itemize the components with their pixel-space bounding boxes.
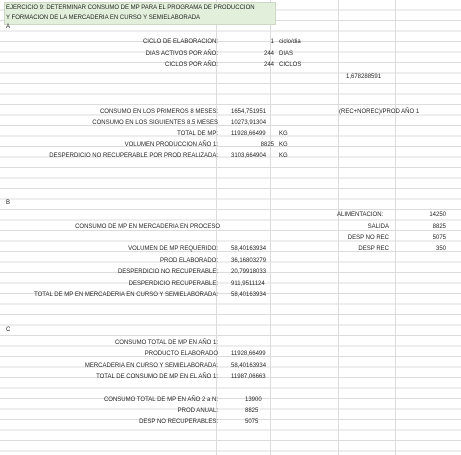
ciclos-unit[interactable]: CICLOS — [279, 62, 302, 68]
dias-value[interactable]: 244 — [263, 51, 274, 57]
total-mp-merc-value[interactable]: 58,40163934 — [231, 292, 267, 298]
section-b-heading[interactable]: CONSUMO DE MP EN MERCADERIA EN PROCESO — [75, 224, 220, 230]
desp-norec-c-label[interactable]: DESP NO RECUPERABLES: — [139, 419, 218, 425]
dias-label[interactable]: DIAS ACTIVOS POR AÑO: — [145, 51, 218, 57]
ciclos-value[interactable]: 244 — [263, 62, 274, 68]
cons2-label[interactable]: CONSUMO TOTAL DE MP EN AÑO 2 a N: — [103, 397, 218, 403]
vol-mp-label[interactable]: VOLUMEN DE MP REQUERIDO: — [128, 246, 218, 252]
cons8-value[interactable]: 1654,751951 — [231, 109, 267, 115]
cons2-value[interactable]: 13900 — [245, 397, 262, 403]
desp-label[interactable]: DESPERDICIO NO RECUPERABLE POR PROD REALIZADA: — [49, 153, 218, 159]
total-mp-label[interactable]: TOTAL DE MP: — [177, 131, 218, 137]
cons85-value[interactable]: 10273,91304 — [231, 120, 267, 126]
merc-c-label[interactable]: MERCADERIA EN CURSO Y SEMIELABORADA: — [84, 363, 218, 369]
salida-label[interactable]: SALIDA — [367, 224, 389, 230]
prod-elab-c-label[interactable]: PRODUCTO ELABORADO — [144, 351, 218, 357]
desp-norec-c-value[interactable]: 5075 — [245, 419, 259, 425]
desp-norec-b-label[interactable]: DESPERDICIO NO RECUPERABLE: — [117, 269, 218, 275]
desp-unit[interactable]: KG — [279, 153, 288, 159]
alimentacion-label[interactable]: ALIMENTACION: — [337, 212, 384, 218]
section-c-label[interactable]: C — [6, 327, 11, 333]
total-mp-unit[interactable]: KG — [279, 131, 288, 137]
ratio-value[interactable]: 1,678288591 — [346, 74, 382, 80]
alimentacion-value[interactable]: 14250 — [429, 212, 446, 218]
section-c-heading[interactable]: CONSUMO TOTAL DE MP EN AÑO 1: — [114, 340, 218, 346]
prod-anual-label[interactable]: PROD ANUAL: — [177, 408, 218, 414]
ciclos-label[interactable]: CICLOS POR AÑO: — [164, 62, 218, 68]
prod-elab-b-label[interactable]: PROD ELABORADO: — [159, 258, 218, 264]
vol-value[interactable]: 8825 — [260, 142, 274, 148]
prod-elab-b-value[interactable]: 36,16803279 — [231, 258, 267, 264]
formula-note[interactable]: (REC+NOREC)/PROD AÑO 1 — [339, 109, 420, 115]
section-a-label[interactable]: A — [6, 24, 11, 30]
desp-no-rec-side-label[interactable]: DESP NO REC — [347, 235, 389, 241]
vol-mp-value[interactable]: 58,40163934 — [231, 246, 267, 252]
title-line-2[interactable]: Y FORMACION DE LA MERCADERIA EN CURSO Y SEMIELABORADA — [6, 15, 201, 21]
total-c-value[interactable]: 11987,06663 — [231, 374, 266, 380]
desp-rec-side-value[interactable]: 350 — [435, 246, 446, 252]
desp-rec-b-label[interactable]: DESPERDICIO RECUPERABLE: — [128, 281, 218, 287]
vol-unit[interactable]: KG — [279, 142, 288, 148]
cons8-label[interactable]: CONSUMO EN LOS PRIMEROS 8 MESES: — [99, 109, 218, 115]
ciclo-value[interactable]: 1 — [270, 39, 274, 45]
salida-value[interactable]: 8825 — [432, 224, 446, 230]
desp-norec-b-value[interactable]: 20,79918033 — [231, 269, 267, 275]
prod-anual-value[interactable]: 8825 — [245, 408, 259, 414]
merc-c-value[interactable]: 58,40163934 — [231, 363, 267, 369]
cons85-label[interactable]: CONSUMO EN LOS SIGUIENTES 8.5 MESES — [92, 120, 218, 126]
title-line-1[interactable]: EJERCICIO 9: DETERMINAR CONSUMO DE MP PARA EL PROGRAMA DE PRODUCCION — [6, 5, 255, 11]
vol-label[interactable]: VOLUMEN PRODUCCION AÑO 1: — [124, 142, 218, 148]
ciclo-unit[interactable]: ciclo/dia — [279, 39, 301, 45]
total-mp-merc-label[interactable]: TOTAL DE MP EN MERCADERIA EN CURSO Y SEMIELABORADA: — [34, 292, 218, 298]
dias-unit[interactable]: DIAS — [279, 51, 294, 57]
desp-no-rec-side-value[interactable]: 5075 — [432, 235, 446, 241]
ciclo-label[interactable]: CICLO DE ELABORACION: — [142, 39, 218, 45]
total-c-label[interactable]: TOTAL DE CONSUMO DE MP EN EL AÑO 1: — [96, 374, 218, 380]
desp-value[interactable]: 3103,664904 — [231, 153, 267, 159]
section-b-label[interactable]: B — [6, 200, 11, 206]
total-mp-value[interactable]: 11928,66499 — [231, 131, 266, 137]
desp-rec-side-label[interactable]: DESP REC — [358, 246, 389, 252]
desp-rec-b-value[interactable]: 911,9511124 — [231, 281, 265, 287]
prod-elab-c-value[interactable]: 11928,66499 — [231, 351, 266, 357]
